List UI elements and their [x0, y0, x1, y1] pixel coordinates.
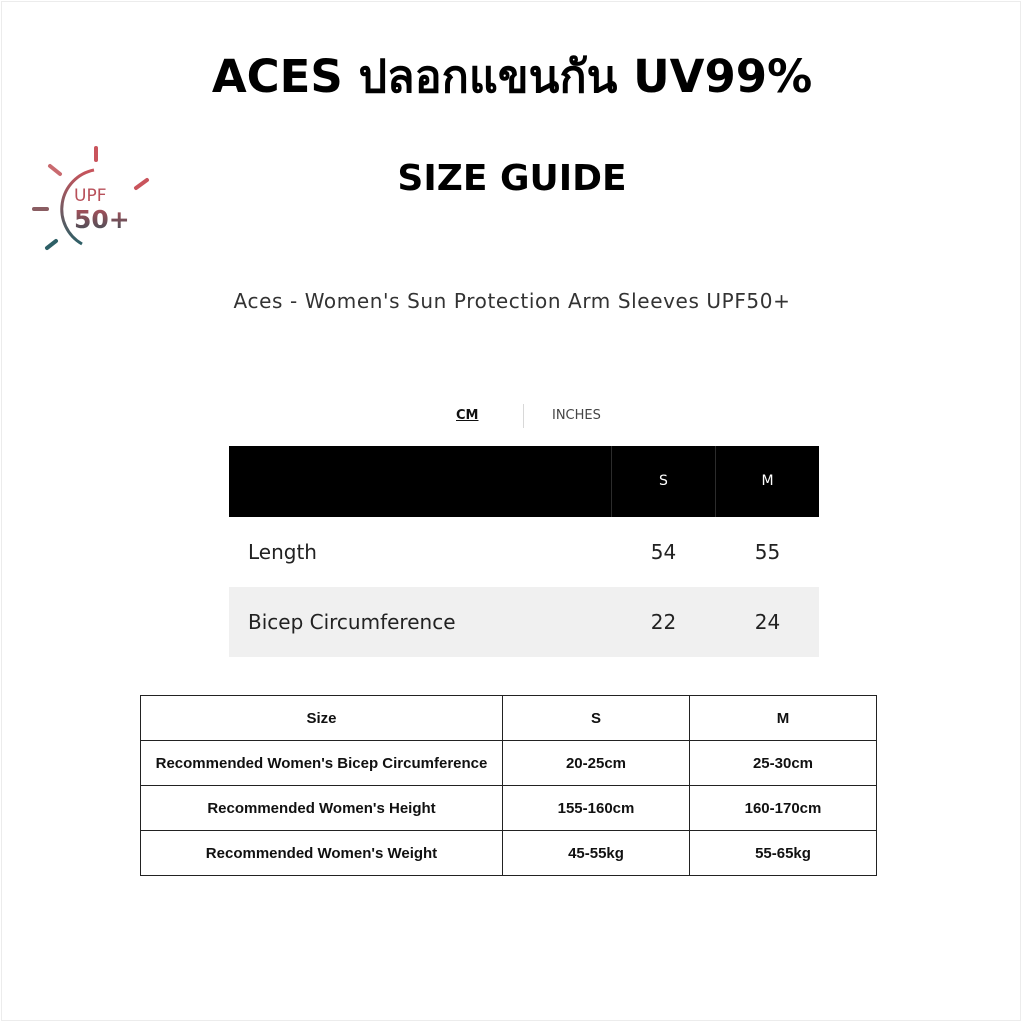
- unit-toggle: [430, 404, 630, 430]
- product-subtitle: Aces - Women's Sun Protection Arm Sleeves UPF50+: [233, 289, 791, 313]
- value-s: 20-25cm: [503, 741, 690, 786]
- header-size-m: M: [761, 473, 774, 489]
- header-cell: M: [690, 696, 877, 741]
- tab-inches[interactable]: INCHES: [552, 408, 601, 423]
- value-s: 45-55kg: [503, 831, 690, 876]
- table-row: [141, 786, 877, 831]
- tab-cm[interactable]: CM: [456, 408, 479, 423]
- size-chart-header: [229, 446, 819, 517]
- row-label: Length: [248, 540, 317, 564]
- value-m: 55-65kg: [690, 831, 877, 876]
- tab-divider: [523, 404, 524, 428]
- section-heading: SIZE GUIDE: [397, 158, 627, 199]
- value-m: 24: [754, 610, 781, 634]
- page-title: ACES ปลอกแขนกัน UV99%: [211, 50, 813, 103]
- value-m: 25-30cm: [690, 741, 877, 786]
- table-header-row: [141, 696, 877, 741]
- header-label-cell: [229, 446, 611, 517]
- value-s: 54: [650, 540, 677, 564]
- row-label: Recommended Women's Height: [141, 786, 503, 831]
- row-label: Recommended Women's Bicep Circumference: [141, 741, 503, 786]
- table-row: [229, 517, 819, 587]
- value-s: 22: [650, 610, 677, 634]
- value-s: 155-160cm: [503, 786, 690, 831]
- header-cell: Size: [141, 696, 503, 741]
- logo-rating-text: 50+: [74, 205, 130, 234]
- header-cell: S: [503, 696, 690, 741]
- logo-upf-text: UPF: [74, 186, 107, 206]
- row-label: Bicep Circumference: [248, 610, 456, 634]
- value-m: 55: [754, 540, 781, 564]
- value-m: 160-170cm: [690, 786, 877, 831]
- row-label: Recommended Women's Weight: [141, 831, 503, 876]
- recommendation-table: [140, 695, 877, 876]
- header-size-s: S: [659, 473, 668, 489]
- table-row: [229, 587, 819, 657]
- size-chart-table: [229, 446, 819, 657]
- table-row: [141, 741, 877, 786]
- table-row: [141, 831, 877, 876]
